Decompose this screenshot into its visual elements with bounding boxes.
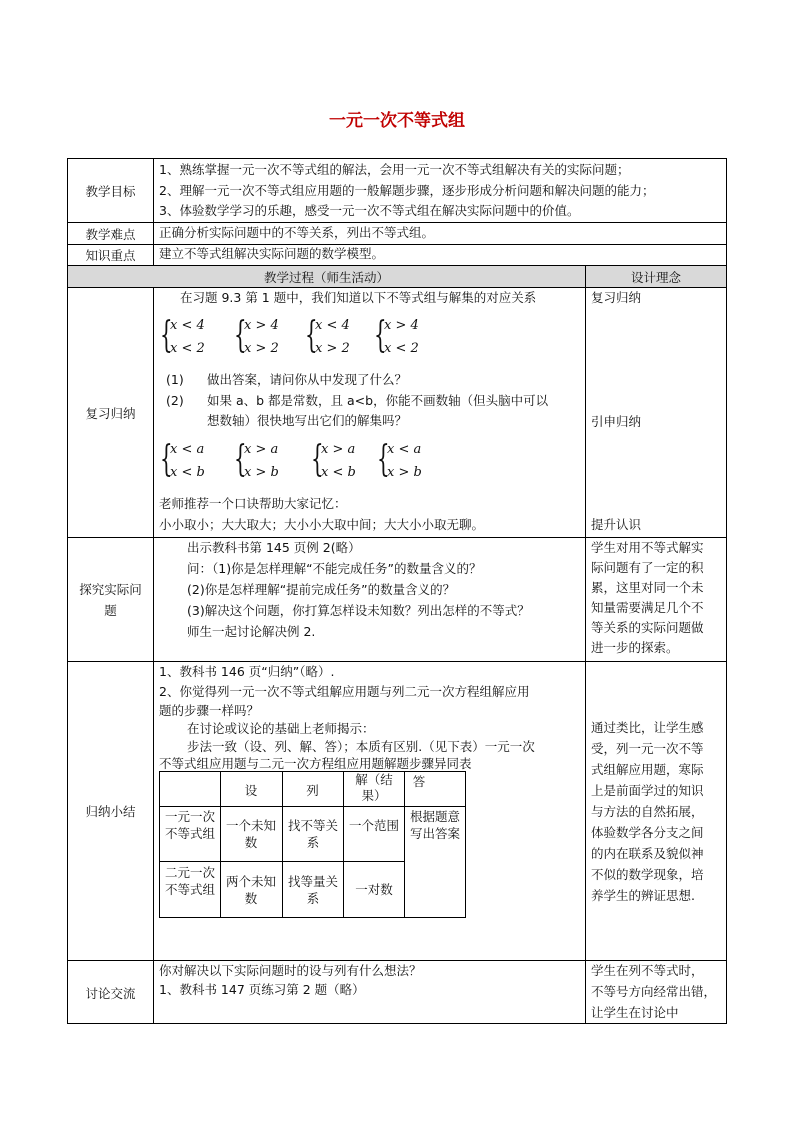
concept-line: 际问题有了一定的积 (591, 560, 704, 575)
cmp-cell: 找等量关系 (288, 874, 339, 906)
cmp-border (159, 861, 404, 862)
explore-label: 探究实际问 (79, 582, 142, 597)
cmp-cell: 找不等关系 (288, 818, 339, 850)
concept-extend: 引申归纳 (591, 414, 642, 429)
question-1: 做出答案，请问你从中发现了什么？ (207, 372, 408, 387)
inequality: x < 2 (170, 341, 205, 356)
inequality: x > a (321, 442, 356, 457)
cmp-cell: 一个范围 (349, 818, 400, 833)
summary-line: 步法一致（设、列、解、答）；本质有区别.（见下表）一元一次 (187, 739, 535, 754)
row-line (67, 661, 727, 662)
explore-line: 师生一起讨论解决例 2. (187, 624, 316, 639)
question-2-line-1: 如果 a、b 都是常数，且 a<b，你能不画数轴（但头脑中可以 (207, 393, 549, 408)
inequality: x > a (244, 442, 279, 457)
concept-line: 不似的数学现象，培 (591, 867, 704, 882)
cmp-border (159, 806, 466, 807)
row-line (67, 244, 727, 245)
concept-line: 的内在联系及貌似神 (591, 846, 704, 861)
difficulty-label: 教学难点 (85, 227, 136, 242)
inequality: x > 2 (244, 341, 279, 356)
question-number: (1) (166, 372, 184, 387)
label-divider-bottom (153, 287, 154, 1024)
concept-review: 复习归纳 (591, 290, 642, 305)
brace: { (160, 439, 173, 480)
inequality: x > b (244, 465, 279, 480)
summary-line: 题的步骤一样吗？ (159, 703, 260, 718)
review-label: 复习归纳 (85, 406, 136, 421)
summary-line: 在讨论或议论的基础上老师揭示： (187, 721, 375, 736)
page-title: 一元一次不等式组 (329, 111, 465, 131)
goal-item: 1、熟练掌握一元一次不等式组的解法，会用一元一次不等式组解决有关的实际问题； (159, 162, 630, 177)
row-line (67, 222, 727, 223)
discuss-line: 1、教科书 147 页练习第 2 题（略） (159, 982, 365, 997)
concept-line: 进一步的探索。 (591, 640, 679, 655)
brace: { (377, 439, 390, 480)
key-label: 知识重点 (85, 248, 136, 263)
cmp-header: 列 (306, 783, 319, 798)
label-divider-top (153, 158, 154, 265)
cmp-border (159, 771, 160, 918)
summary-line: 2、你觉得列一元一次不等式组解应用题与列二元一次方程组解应用 (159, 684, 530, 699)
brace: { (234, 315, 247, 356)
inequality: x < b (321, 465, 356, 480)
concept-line: 受，列一元一次不等 (591, 741, 704, 756)
goal-item: 3、体验数学学习的乐趣，感受一元一次不等式组在解决实际问题中的价值。 (159, 203, 580, 218)
question-2-line-2: 想数轴）很快地写出它们的解集吗？ (207, 413, 408, 428)
concept-line: 等关系的实际问题做 (591, 620, 704, 635)
cmp-border (159, 917, 466, 918)
review-intro: 在习题 9.3 第 1 题中，我们知道以下不等式组与解集的对应关系 (180, 290, 537, 305)
summary-line: 不等式组应用题与二元一次方程组应用题解题步骤异同表 (159, 756, 472, 771)
inequality: x > b (387, 465, 422, 480)
inequality: x < a (170, 442, 205, 457)
inequality: x < 2 (384, 341, 419, 356)
concept-line: 上是前面学过的知识 (591, 783, 704, 798)
concept-line: 让学生在讨论中 (591, 1005, 679, 1020)
concept-elevate: 提升认识 (591, 517, 642, 532)
discuss-label: 讨论交流 (85, 986, 136, 1001)
brace: { (311, 439, 324, 480)
goals-label: 教学目标 (85, 184, 136, 199)
concept-line: 知量需要满足几个不 (591, 600, 704, 615)
mnemonic: 小小取小；大大取大；大小小大取中间；大大小小取无聊。 (159, 517, 485, 532)
concept-line: 学生在列不等式时， (591, 963, 704, 978)
cmp-header: 设 (244, 783, 258, 798)
concept-line: 式组解应用题，寒际 (591, 762, 704, 777)
cmp-cell: 一对数 (355, 882, 393, 897)
brace: { (234, 439, 247, 480)
cmp-cell: 一个未知数 (226, 818, 277, 850)
difficulty-text: 正确分析实际问题中的不等关系，列出不等式组。 (159, 225, 435, 240)
explore-line: (3)解决这个问题，你打算怎样设未知数？列出怎样的不等式？ (187, 603, 530, 618)
cmp-cell: 两个未知数 (226, 874, 277, 906)
summary-label: 归纳小结 (85, 804, 136, 819)
explore-line: (2)你是怎样理解“提前完成任务”的数量含义的？ (187, 582, 456, 597)
explore-line: 问：（1)你是怎样理解“不能完成任务”的数量含义的？ (187, 561, 482, 576)
cmp-header: 解（结果） (355, 772, 393, 804)
brace: { (160, 315, 173, 356)
inequality: x > 4 (384, 318, 419, 333)
concept-divider (585, 265, 586, 1024)
discuss-line: 你对解决以下实际问题时的设与列有什么想法？ (159, 963, 422, 978)
cmp-row-name: 一元一次不等式组 (164, 809, 215, 841)
cmp-border (465, 771, 466, 918)
cmp-border (343, 771, 344, 918)
row-line (67, 1023, 727, 1024)
row-line (67, 287, 727, 288)
brace: { (374, 315, 387, 356)
cmp-border (404, 771, 405, 918)
concept-line: 不等号方向经常出错， (591, 984, 717, 999)
brace: { (305, 315, 318, 356)
row-line (67, 158, 727, 159)
concept-line: 累，这里对同一个未 (591, 580, 704, 595)
concept-line: 学生对用不等式解实 (591, 540, 704, 555)
inequality: x < a (387, 442, 422, 457)
explore-label-cont: 题 (104, 603, 117, 618)
inequality: x > 2 (315, 341, 350, 356)
concept-line: 养学生的辨证思想. (591, 888, 695, 903)
row-line (67, 537, 727, 538)
inequality: x < 4 (170, 318, 205, 333)
row-line (67, 960, 727, 961)
process-header: 教学过程（师生活动） (263, 270, 389, 285)
inequality: x > 4 (244, 318, 279, 333)
explore-line: 出示教科书第 145 页例 2(略） (187, 540, 361, 555)
mnemonic-intro: 老师推荐一个口诀帮助大家记忆： (159, 496, 347, 511)
concept-line: 通过类比，让学生感 (591, 720, 704, 735)
inequality: x < 4 (315, 318, 350, 333)
cmp-row-name: 二元一次不等式组 (164, 865, 215, 897)
cmp-answer: 根据题意写出答案 (410, 809, 461, 841)
concept-line: 与方法的自然拓展， (591, 804, 704, 819)
inequality: x < b (170, 465, 205, 480)
summary-line: 1、教科书 146 页“归纳”（略）. (159, 664, 335, 679)
question-number: (2) (166, 393, 184, 408)
concept-line: 体验数学各分支之间 (591, 825, 704, 840)
goal-item: 2、理解一元一次不等式组应用题的一般解题步骤，逐步形成分析问题和解决问题的能力； (159, 183, 655, 198)
cmp-header: 答 (412, 774, 426, 789)
key-text: 建立不等式组解决实际问题的数学模型。 (159, 246, 385, 261)
concept-header: 设计理念 (630, 270, 681, 285)
